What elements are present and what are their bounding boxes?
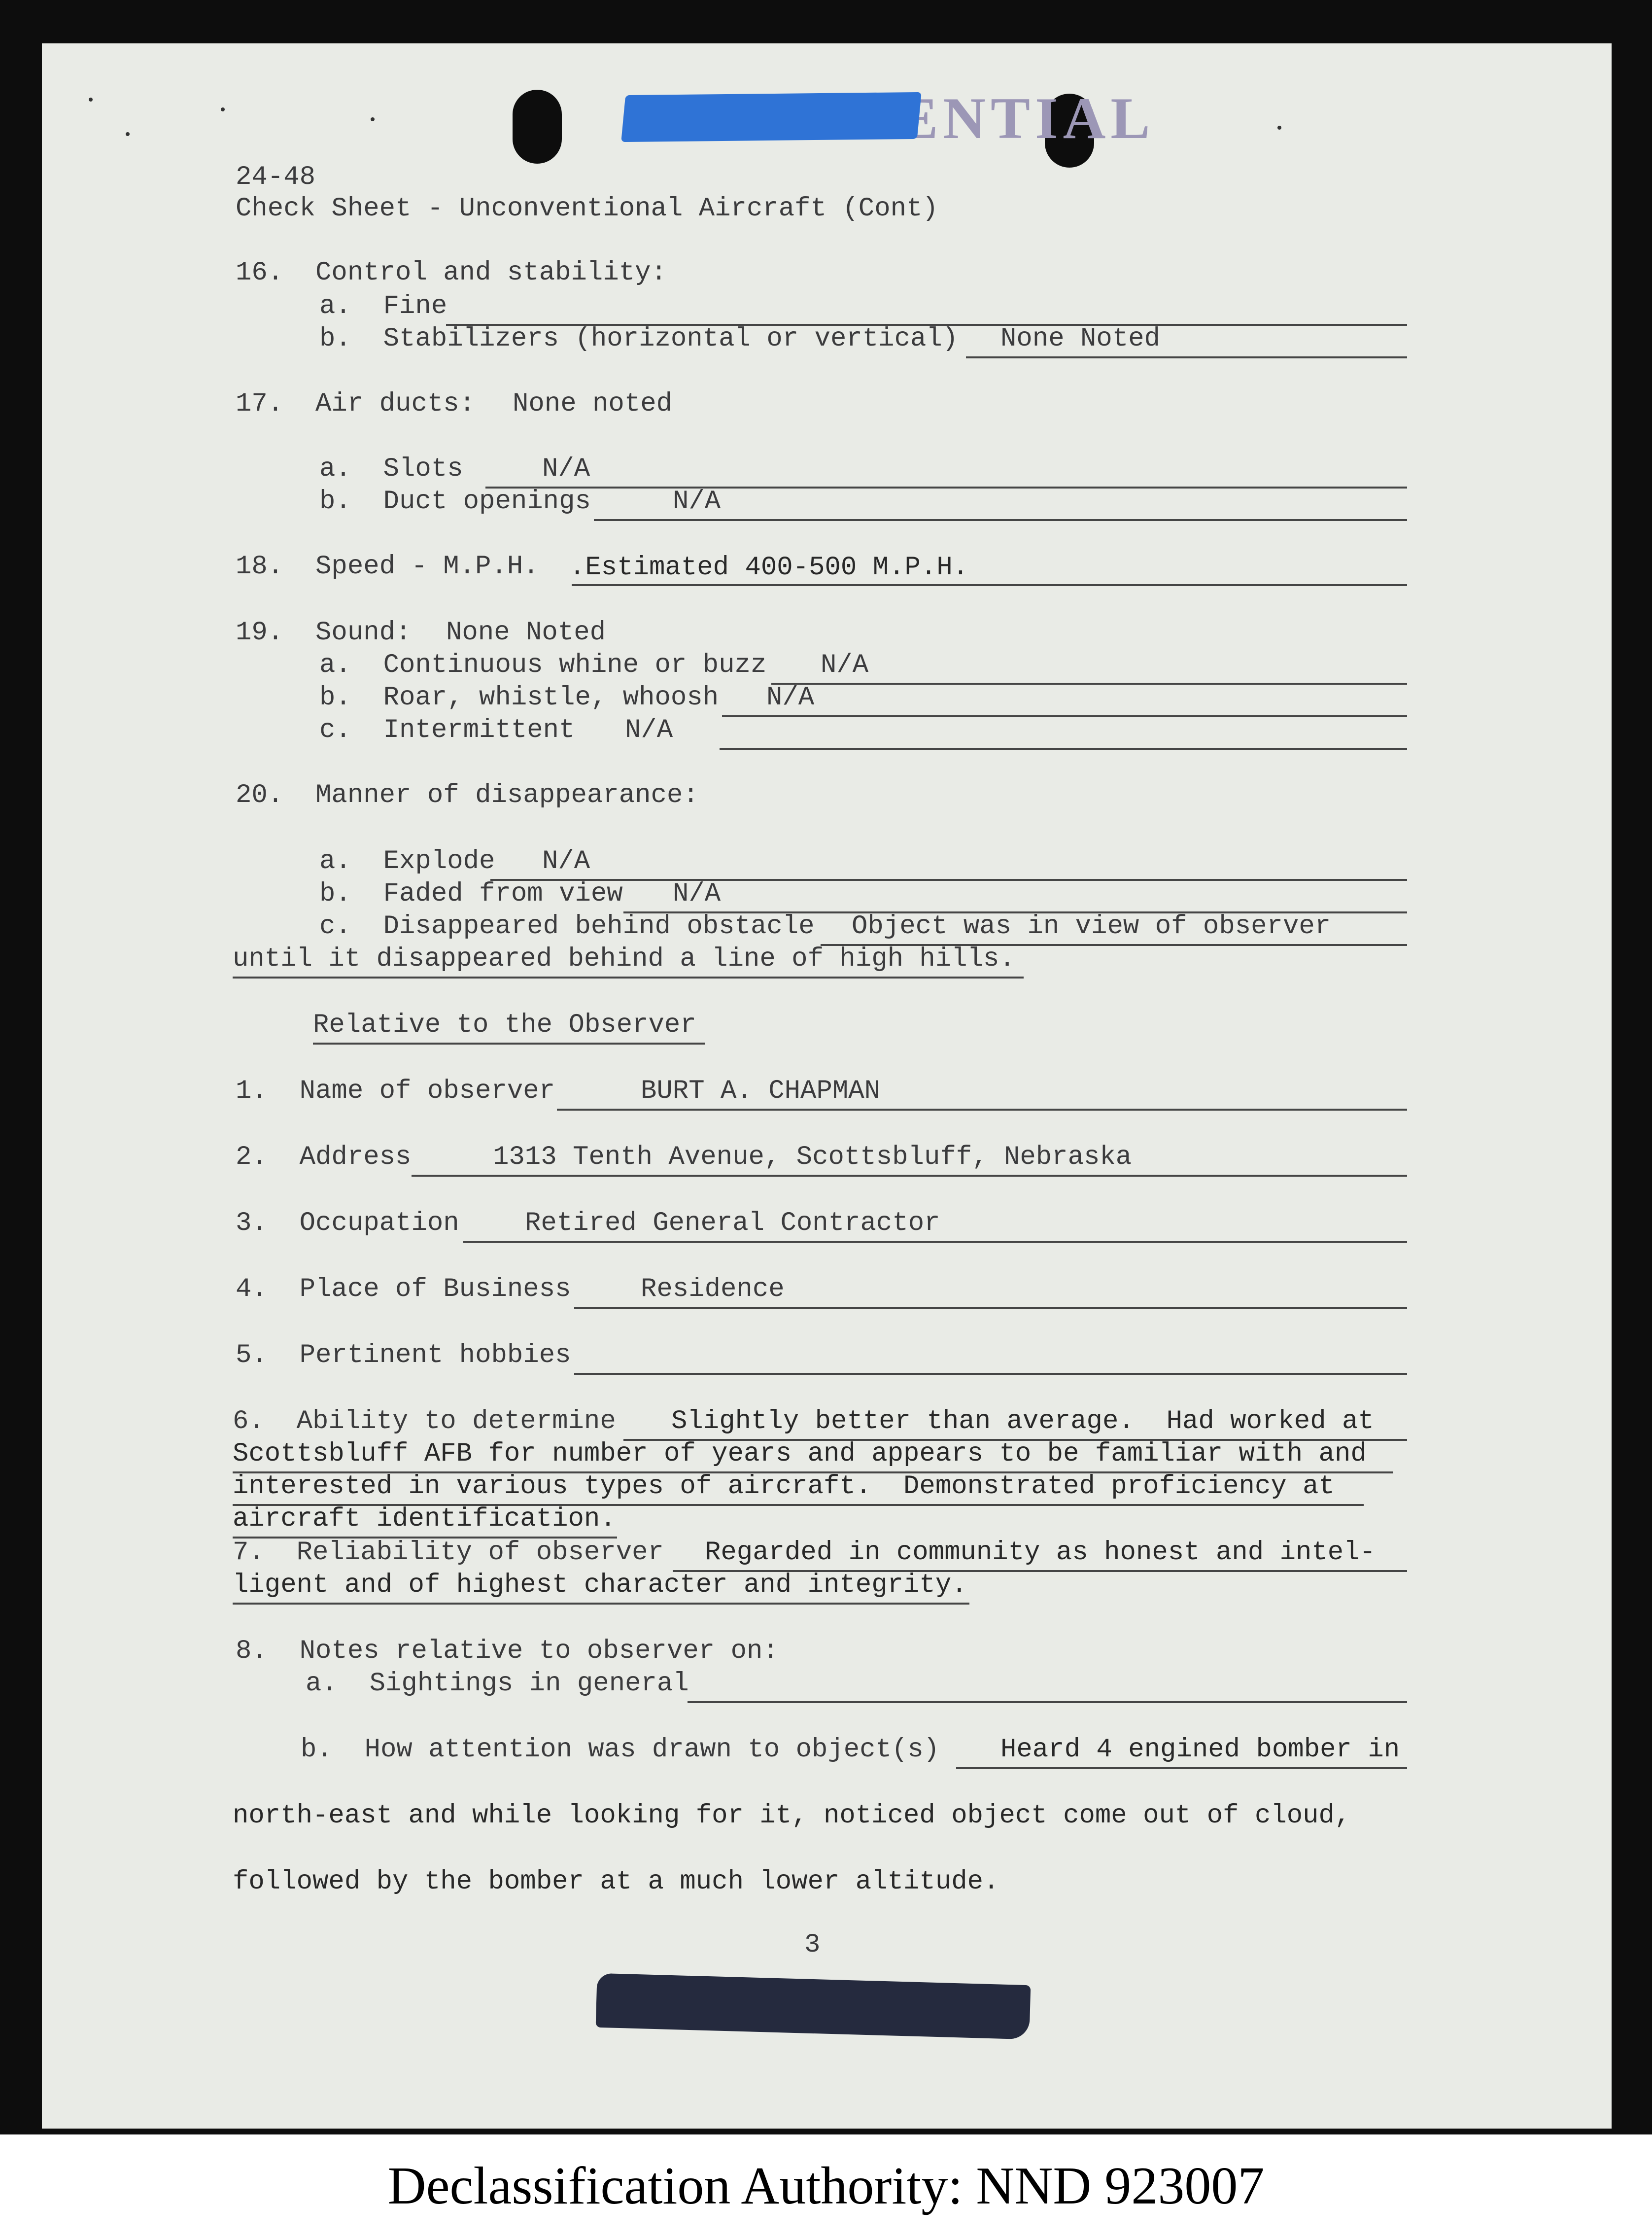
item-19b-value: N/A xyxy=(766,683,815,713)
observer-8-label: 8. Notes relative to observer on: xyxy=(236,1636,779,1666)
observer-4-label: 4. Place of Business xyxy=(236,1274,571,1304)
observer-7-continuation: ligent and of highest character and integrity. xyxy=(233,1570,967,1600)
item-19a-line xyxy=(771,683,1407,685)
observer-8b-line-3: followed by the bomber at a much lower altitude. xyxy=(233,1867,999,1897)
item-17-value: None noted xyxy=(513,389,673,419)
declassification-footer: Declassification Authority: NND 923007 xyxy=(0,2134,1652,2238)
item-19c-label: c. Intermittent xyxy=(319,715,575,745)
item-17a-line xyxy=(485,487,1407,489)
observer-1-label: 1. Name of observer xyxy=(236,1076,555,1106)
speck xyxy=(1277,126,1281,130)
speck xyxy=(221,107,225,111)
observer-business: Residence xyxy=(641,1274,785,1304)
speck xyxy=(89,98,93,102)
page-number: 3 xyxy=(804,1930,821,1960)
item-20-label: 20. Manner of disappearance: xyxy=(236,780,699,810)
observer-8b-label: b. How attention was drawn to object(s) xyxy=(301,1735,940,1765)
item-20c-continuation: until it disappeared behind a line of high hills. xyxy=(233,944,1015,974)
item-19c-line xyxy=(720,748,1407,750)
item-20a-value: N/A xyxy=(542,846,590,876)
observer-heading-underline xyxy=(313,1043,705,1045)
item-19-value: None Noted xyxy=(446,618,606,648)
observer-7-cont-line xyxy=(233,1603,969,1605)
item-16b-value: None Noted xyxy=(1000,324,1161,354)
observer-7-label: 7. Reliability of observer xyxy=(233,1538,664,1568)
observer-8b-line-2: north-east and while looking for it, noticed object come out of cloud, xyxy=(233,1801,1351,1831)
item-20c-label: c. Disappeared behind obstacle xyxy=(319,911,815,942)
observer-2-line xyxy=(412,1175,1407,1177)
item-17b-value: N/A xyxy=(673,487,721,517)
item-19c-value: N/A xyxy=(625,715,673,745)
item-20b-value: N/A xyxy=(673,879,721,909)
stamp-redaction-mark xyxy=(621,92,922,142)
item-19a-value: N/A xyxy=(821,650,869,680)
speck xyxy=(371,117,375,121)
item-16-label: 16. Control and stability: xyxy=(236,258,667,288)
observer-4-line xyxy=(574,1307,1407,1309)
observer-2-label: 2. Address xyxy=(236,1142,412,1172)
observer-7-value: Regarded in community as honest and intel- xyxy=(705,1538,1376,1568)
item-17a-label: a. Slots xyxy=(319,454,463,484)
item-17b-line xyxy=(594,519,1407,521)
punch-hole-left xyxy=(513,90,562,164)
item-16b-line xyxy=(966,356,1407,358)
item-17-label: 17. Air ducts: xyxy=(236,389,476,419)
observer-8b-line xyxy=(956,1767,1407,1769)
item-19-label: 19. Sound: xyxy=(236,618,412,648)
item-20c-cont-line xyxy=(233,977,1024,979)
observer-name: BURT A. CHAPMAN xyxy=(641,1076,881,1106)
observer-1-line xyxy=(557,1109,1407,1111)
speck xyxy=(126,132,130,136)
observer-5-line xyxy=(574,1373,1407,1375)
item-17a-value: N/A xyxy=(542,454,590,484)
item-20c-value: Object was in view of observer xyxy=(852,911,1331,942)
observer-6-line-2: Scottsbluff AFB for number of years and appears to be familiar with and xyxy=(233,1439,1367,1469)
item-20a-line xyxy=(490,879,1407,881)
item-19b-label: b. Roar, whistle, whoosh xyxy=(319,683,719,713)
item-18-line xyxy=(572,584,1407,586)
form-number: 24-48 xyxy=(236,162,316,192)
observer-3-label: 3. Occupation xyxy=(236,1208,459,1238)
observer-6-line-3: interested in various types of aircraft. Demonstrated proficiency at xyxy=(233,1471,1335,1502)
item-17b-label: b. Duct openings xyxy=(319,487,591,517)
observer-6-label: 6. Ability to determine xyxy=(233,1406,616,1436)
form-title: Check Sheet - Unconventional Aircraft (Cont) xyxy=(236,194,938,224)
observer-occupation: Retired General Contractor xyxy=(525,1208,940,1238)
item-19a-label: a. Continuous whine or buzz xyxy=(319,650,767,680)
item-18-value: .Estimated 400-500 M.P.H. xyxy=(569,553,969,583)
observer-8a-label: a. Sightings in general xyxy=(306,1669,689,1699)
observer-3-line xyxy=(463,1241,1407,1243)
observer-heading: Relative to the Observer xyxy=(313,1010,696,1040)
observer-6-value: Slightly better than average. Had worked at xyxy=(671,1406,1374,1436)
observer-address: 1313 Tenth Avenue, Scottsbluff, Nebraska xyxy=(493,1142,1132,1172)
observer-8a-line xyxy=(688,1701,1407,1703)
observer-6-line-4: aircraft identification. xyxy=(233,1504,616,1534)
observer-8b-value: Heard 4 engined bomber in xyxy=(1000,1735,1400,1765)
item-16a-label: a. Fine xyxy=(319,291,447,321)
item-20a-label: a. Explode xyxy=(319,846,495,876)
observer-5-label: 5. Pertinent hobbies xyxy=(236,1340,571,1370)
item-20b-label: b. Faded from view xyxy=(319,879,623,909)
item-18-label: 18. Speed - M.P.H. xyxy=(236,552,539,582)
item-16b-label: b. Stabilizers (horizontal or vertical) xyxy=(319,324,959,354)
item-19b-line xyxy=(722,715,1407,717)
